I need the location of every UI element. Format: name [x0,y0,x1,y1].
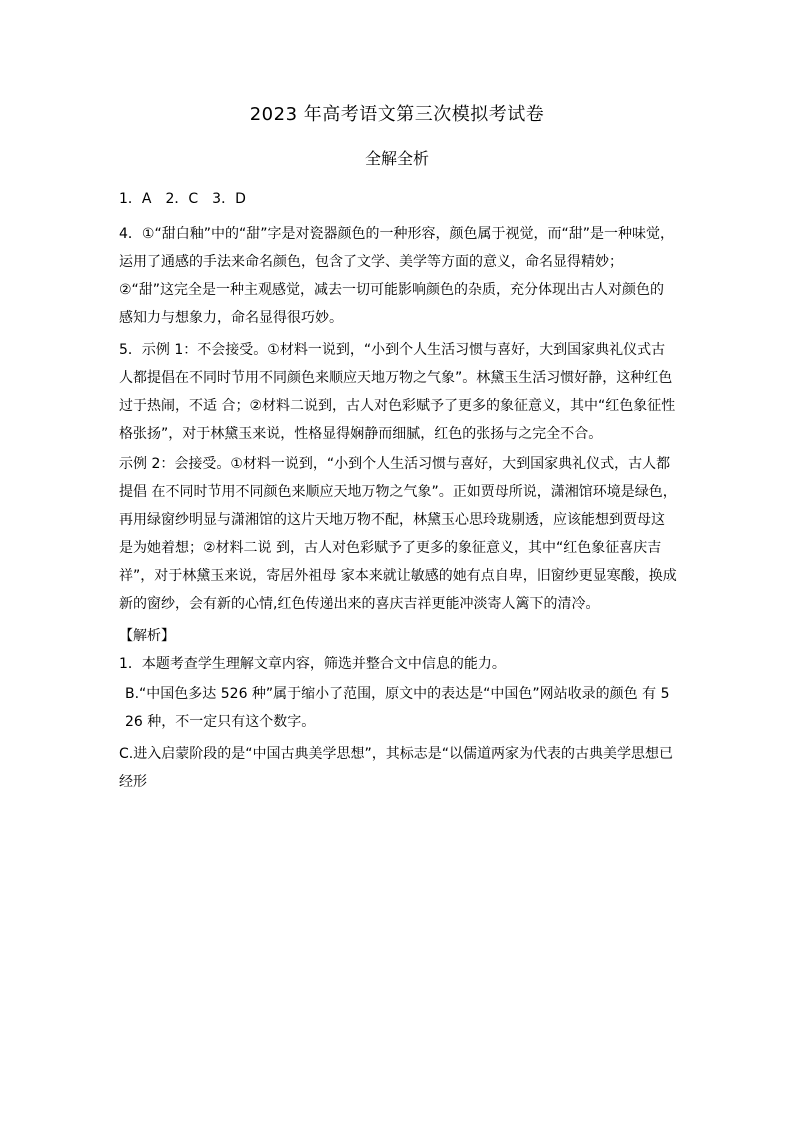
analysis-heading: 【解析】 [119,628,175,644]
page-title: 2023 年高考语文第三次模拟考试卷 [249,104,545,125]
analysis-option-b: B.“中国色多达 526 种”属于缩小了范围，原文中的表达是“中国色”网站收录的颜色 有 526 种，不一定只有这个数字。 [125,686,670,730]
multiple-choice-answers: 1．A 2．C 3．D [119,191,246,207]
analysis-question-1: 1．本题考查学生理解文章内容，筛选并整合文中信息的能力。 [119,656,506,672]
question-5-example-1: 5．示例 1：不会接受。①材料一说到，“小到个人生活习惯与喜好，大到国家典礼仪式古人都提倡在不同时节用不同颜色来顺应天地万物之气象”。林黛玉生活习惯好静，这种红色过于热闹，不适 合；②材料二说到，古人对色彩赋予了更多的象征意义，其中“红色象征性格张扬”，对于林黛玉来说，性格显得娴静而细腻，红色的张扬与之完全不合。 [119,342,676,442]
question-4-answer: 4．①“甜白釉”中的“甜”字是对瓷器颜色的一种形容，颜色属于视觉，而“甜”是一种味觉，运用了通感的手法来命名颜色，包含了文学、美学等方面的意义，命名显得精妙；②“甜”这完全是一种主观感觉，减去一切可能影响颜色的杂质，充分体现出古人对颜色的感知力与想象力，命名显得很巧妙。 [119,226,674,326]
page-subtitle: 全解全析 [364,149,429,168]
answer-body [119,185,677,796]
question-5-example-2: 示例 2：会接受。①材料一说到，“小到个人生活习惯与喜好，大到国家典礼仪式，古人都提倡 在不同时节用不同颜色来顺应天地万物之气象”。正如贾母所说，潇湘馆环境是绿色，再用绿窗纱明显与潇湘馆的这片天地万物不配，林黛玉心思玲珑剔透，应该能想到贾母这是为她着想；②材料二说 到，古人对色彩赋予了更多的象征意义，其中“红色象征喜庆吉祥”，对于林黛玉来说，寄居外祖母 家本来就让敏感的她有点自卑，旧窗纱更显寒酸，换成新的窗纱，会有新的心情,红色传递出来的喜庆吉祥更能冲淡寄人篱下的清冷。 [119,456,677,612]
analysis-option-c: C.进入启蒙阶段的是“中国古典美学思想”，其标志是“以儒道两家为代表的古典美学思想已经形 [119,746,673,790]
